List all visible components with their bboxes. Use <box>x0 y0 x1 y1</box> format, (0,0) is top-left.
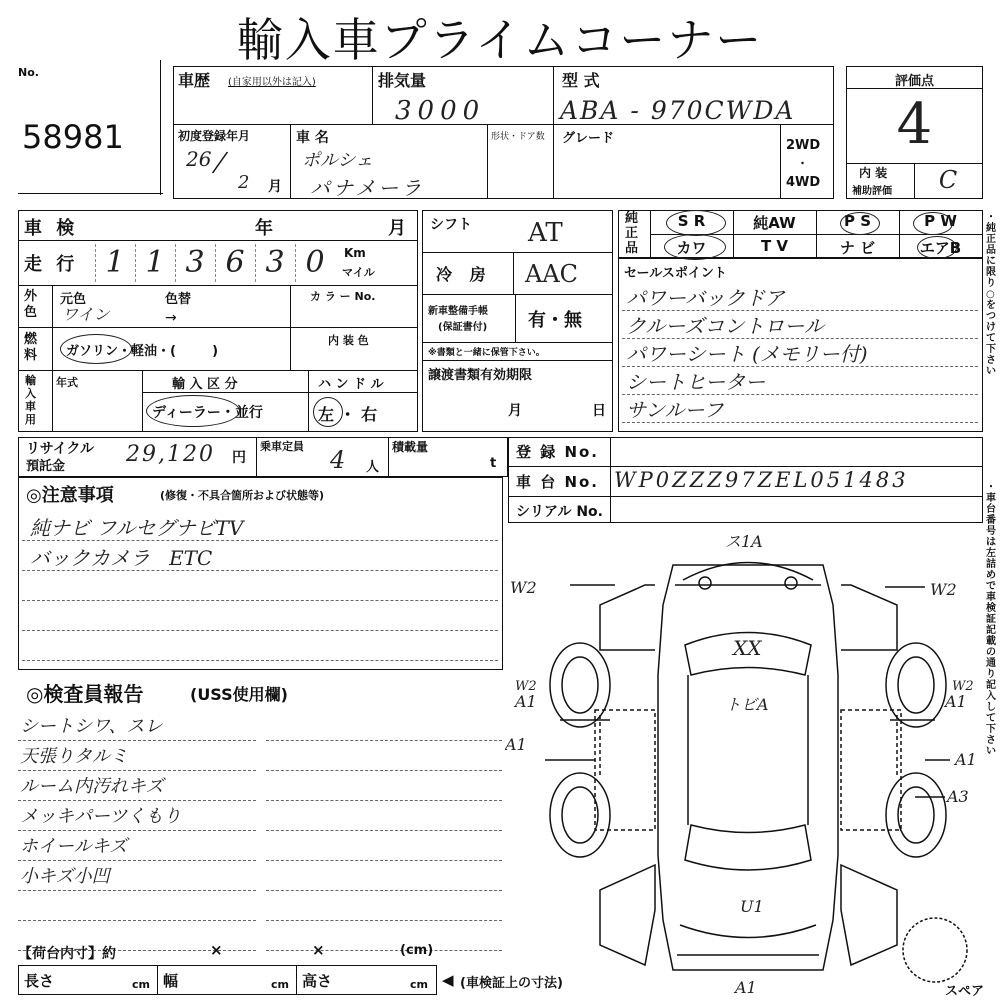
equipment-item: カワ <box>676 239 707 257</box>
cargo-x1: × <box>210 941 223 959</box>
transfer-docs-label: 譲渡書類有効期限 <box>428 368 533 383</box>
inspection-month-unit: 月 <box>388 218 406 239</box>
score-label: 評価点 <box>894 74 934 89</box>
leather-circle <box>664 234 726 260</box>
report-rule <box>18 860 256 861</box>
report-rule <box>18 920 256 921</box>
dim-note: (車検証上の寸法) <box>460 976 563 991</box>
exterior-color-value: ワイン <box>62 305 110 324</box>
chassis-label: 車 台 No. <box>516 473 600 491</box>
mark-a3-right: A3 <box>947 787 969 806</box>
mark-xx: XX <box>733 636 762 660</box>
shift-label: シフト <box>430 217 472 233</box>
import-category-value: ディーラー・並行 <box>152 405 263 421</box>
drive-2wd: 2WD <box>786 138 821 153</box>
maintenance-value: 有・無 <box>528 310 582 331</box>
mark-roof: トビA <box>725 695 769 714</box>
capacity-label: 乗車定員 <box>260 440 304 453</box>
import-year-label: 年式 <box>56 376 78 389</box>
mileage-label: 走 行 <box>24 254 79 275</box>
interior-color-label: 内 装 色 <box>328 334 369 347</box>
first-reg-month-unit: 月 <box>268 179 282 195</box>
sales-point-line: サンルーフ <box>626 398 724 422</box>
sales-point-line: シートヒーター <box>626 370 766 394</box>
equipment-label: 純正品 <box>625 211 639 256</box>
recycle-value: 29,120 <box>126 442 215 467</box>
score-value: 4 <box>896 92 933 157</box>
load-label: 積載量 <box>392 440 429 454</box>
equipment-item: P W <box>924 212 957 230</box>
first-reg-month: 2 <box>238 172 250 193</box>
inspection-label: 車 検 <box>24 218 79 239</box>
handle-label: ハ ン ド ル <box>318 377 384 392</box>
side-note-2: ・車台番号は左詰めで車検証記載の通り記入して下さい <box>986 482 996 757</box>
drive-dot: ・ <box>797 157 808 170</box>
car-name-label: 車 名 <box>296 130 329 146</box>
capacity-unit: 人 <box>366 460 380 475</box>
equipment-item: T V <box>760 237 789 255</box>
equipment-item: ナ ビ <box>839 239 876 257</box>
car-diagram <box>505 525 1000 1000</box>
first-reg-label: 初度登録年月 <box>178 129 251 143</box>
cargo-label: 【荷台内寸】約 <box>18 946 116 962</box>
transfer-docs-month: 月 <box>508 403 522 419</box>
interior-value: C <box>938 166 958 194</box>
mileage-digit: 6 <box>215 244 254 282</box>
aircon-label: 冷 房 <box>436 265 492 284</box>
history-label: 車歴 <box>178 71 211 90</box>
displacement-label: 排気量 <box>378 71 427 90</box>
maintenance-label2: (保証書付) <box>438 322 488 333</box>
report-line: 天張りタルミ <box>20 746 128 767</box>
ps-circle <box>840 212 880 235</box>
mark-w2-a1-left: W2 <box>515 679 537 694</box>
mileage-digit: 1 <box>95 244 134 282</box>
report-rule <box>266 800 502 801</box>
mark-w2-left: W2 <box>510 578 537 597</box>
first-reg-year: 26 <box>186 147 212 171</box>
shift-value: AT <box>528 218 563 248</box>
dim-length: 長さ <box>24 972 55 990</box>
dim-length-cm: cm <box>132 978 150 991</box>
mark-top: ス1A <box>725 532 763 551</box>
fuel-gasoline-circle <box>60 334 132 364</box>
exterior-color-arrow: → <box>165 310 177 326</box>
report-rule <box>266 860 502 861</box>
reg-label: 登 録 No. <box>516 443 600 461</box>
chassis-value: WP0ZZZ97ZEL051483 <box>614 468 909 492</box>
car-name-line1: ポルシェ <box>302 150 374 171</box>
interior-sub: 補助評価 <box>852 186 892 197</box>
dim-width-cm: cm <box>271 978 289 991</box>
fuel-options: ガソリン・軽油・( ) <box>66 344 219 359</box>
notes-line: 純ナビ フルセグナビTV <box>30 516 244 540</box>
equipment-item: P S <box>843 212 872 230</box>
mileage-digit: 3 <box>255 244 294 282</box>
equipment-item: 純AW <box>753 214 796 232</box>
load-unit: t <box>490 456 497 471</box>
interior-label: 内 装 <box>859 166 888 180</box>
report-rule <box>266 950 502 951</box>
report-rule <box>266 830 502 831</box>
left-handle-circle <box>313 397 343 427</box>
exterior-orig-label: 元色 <box>60 292 87 307</box>
report-rule <box>18 890 256 891</box>
recycle-unit: 円 <box>232 450 246 466</box>
mileage-digit: 0 <box>295 244 334 282</box>
pw-circle <box>913 212 953 235</box>
side-note-1: ・純正品に限り○をつけて下さい <box>986 212 996 377</box>
handle-value: 左 ・ 右 <box>318 405 378 424</box>
car-name-line2: パナメーラ <box>310 176 425 200</box>
notes-label: ◎注意事項 <box>26 485 114 506</box>
capacity-value: 4 <box>330 446 346 474</box>
cargo-unit: (cm) <box>400 943 434 958</box>
notes-rule <box>22 600 498 601</box>
report-rule <box>18 800 256 801</box>
sales-points-label: セールスポイント <box>624 266 727 281</box>
mileage-digit: 1 <box>135 244 174 282</box>
transfer-docs-day: 日 <box>592 403 606 419</box>
report-rule <box>266 890 502 891</box>
airbag-circle <box>917 236 957 259</box>
report-rule <box>266 740 502 741</box>
mark-u1: U1 <box>740 897 764 916</box>
equipment-item: S R <box>677 212 706 230</box>
grade-label: グレード <box>562 131 615 146</box>
sr-circle <box>666 210 726 236</box>
report-line: メッキパーツくもり <box>20 806 182 827</box>
sales-point-line: パワーシート (メモリー付) <box>626 342 868 366</box>
inspection-year-unit: 年 <box>255 218 273 239</box>
displacement-value: 3000 <box>395 96 486 126</box>
lot-number: 58981 <box>22 118 124 156</box>
import-category-label: 輸 入 区 分 <box>172 377 238 392</box>
history-note: (自家用以外は記入) <box>228 77 316 88</box>
maintenance-note: ※書類と一緒に保管下さい。 <box>428 348 545 358</box>
dimensions-table <box>18 965 437 995</box>
page-title: 輸入車プライムコーナー <box>236 13 764 67</box>
recycle-label1: リサイクル <box>26 441 95 457</box>
shape-label: 形状・ドア数 <box>491 132 545 142</box>
dim-height-cm: cm <box>410 978 428 991</box>
cargo-x2: × <box>312 941 325 959</box>
fuel-label: 燃料 <box>24 332 38 363</box>
report-rule <box>266 920 502 921</box>
lot-label: No. <box>18 66 39 79</box>
notes-sub: (修復・不具合箇所および状態等) <box>160 489 325 502</box>
report-line: シートシワ、スレ <box>20 716 163 737</box>
mark-w2-right: W2 <box>930 580 957 599</box>
mark-a1-right1: A1 <box>945 692 967 711</box>
sales-point-rule <box>622 422 978 423</box>
dim-arrow-icon: ◀ <box>442 971 454 989</box>
model-type-label: 型 式 <box>562 71 600 90</box>
equipment-item: エアB <box>919 239 962 257</box>
drive-4wd: 4WD <box>786 175 821 190</box>
import-label: 輸入車用 <box>25 374 36 426</box>
report-rule <box>18 830 256 831</box>
model-type-value: ABA - 970CWDA <box>560 96 796 125</box>
recycle-label2: 預託金 <box>26 459 66 474</box>
report-sub: (USS使用欄) <box>190 685 288 704</box>
maintenance-label1: 新車整備手帳 <box>428 306 488 317</box>
notes-line: バックカメラ ETC <box>30 546 213 570</box>
dealer-circle <box>146 395 240 427</box>
mark-a1-left2: A1 <box>505 735 527 754</box>
mileage-unit-mile: マイル <box>342 266 375 279</box>
exterior-change-label: 色替 <box>165 292 192 307</box>
report-line: ルーム内汚れキズ <box>20 776 164 797</box>
mileage-digit: 3 <box>175 244 214 282</box>
notes-rule <box>22 660 498 661</box>
sales-point-line: クルーズコントロール <box>626 314 824 338</box>
mark-a1-left1: A1 <box>515 692 537 711</box>
report-rule <box>18 740 256 741</box>
notes-rule <box>22 630 498 631</box>
report-line: 小キズ小凹 <box>20 866 110 887</box>
mileage-unit-km: Km <box>344 246 366 260</box>
spare-label: スペア <box>945 984 985 999</box>
report-rule <box>18 770 256 771</box>
report-label: ◎検査員報告 <box>26 682 144 706</box>
mark-w2-right2: W2 <box>952 679 974 694</box>
mark-a1-bottom: A1 <box>735 978 757 997</box>
color-code-label: カ ラ ー No. <box>310 290 376 303</box>
exterior-color-label: 外色 <box>24 289 38 320</box>
sales-point-line: パワーバックドア <box>626 286 785 310</box>
dim-height: 高さ <box>302 972 333 990</box>
dim-width: 幅 <box>163 972 179 990</box>
serial-label: シリアル No. <box>516 504 603 520</box>
mark-a1-right2: A1 <box>955 750 977 769</box>
aircon-value: AAC <box>525 260 579 288</box>
report-line: ホイールキズ <box>20 836 128 857</box>
report-rule <box>266 770 502 771</box>
